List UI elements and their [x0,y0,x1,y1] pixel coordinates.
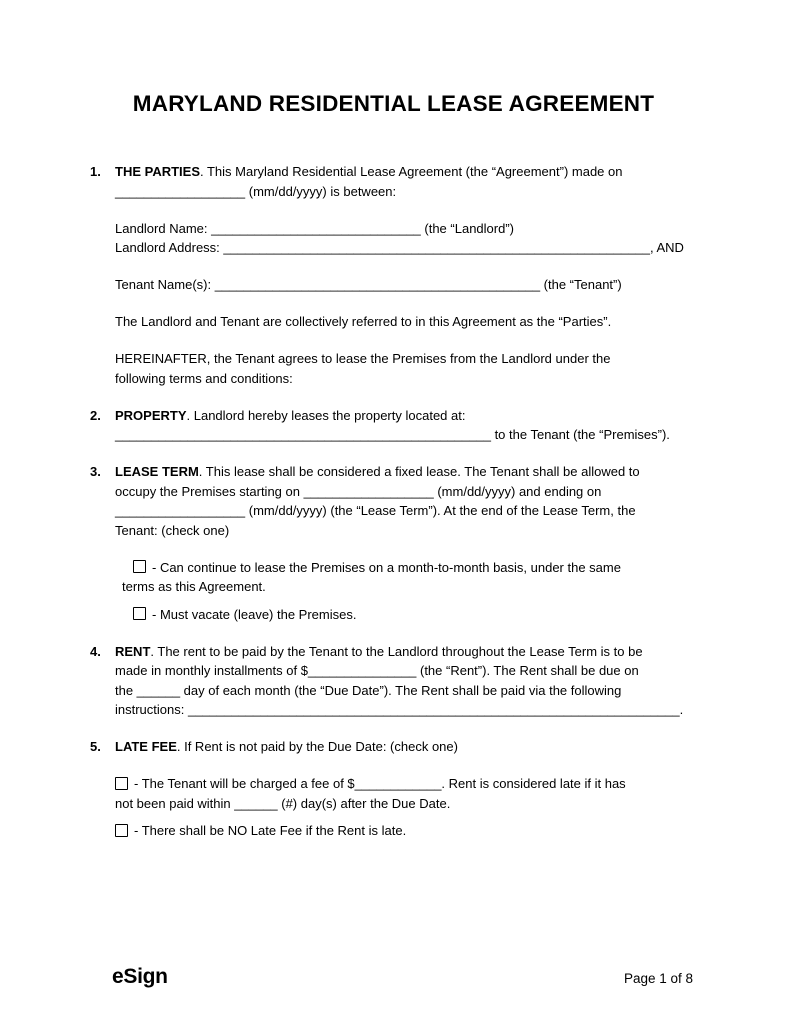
lease-term-line4: Tenant: (check one) [115,522,230,538]
hereinafter-line1: HEREINAFTER, the Tenant agrees to lease the Premises from the Landlord under the [115,351,611,366]
parties-definition-line: The Landlord and Tenant are collectively referred to in this Agreement as the “Parties”. [115,314,612,329]
option-text: - Can continue to lease the Premises on a month-to-month basis, under the same [152,559,621,575]
tenant-name-line: Tenant Name(s): _____________________________________________ (the “Tenant”) [115,277,622,292]
no-late-fee-checkbox[interactable] [115,824,128,837]
esign-logo: eSign [112,965,168,988]
late-fee-option-charged [115,774,695,813]
lease-term-line2: occupy the Premises starting on __________________ (mm/dd/yyyy) and ending on [115,483,602,499]
section-heading: PROPERTY [115,407,187,423]
section-heading-rest: . Landlord hereby leases the property located at: [186,407,466,423]
section-number: 2. [90,407,101,423]
rent-line1 [115,642,695,662]
section-property [90,406,695,445]
lease-term-line1 [115,462,695,482]
rent-line4: instructions: ____________________________________________________________________. [115,702,684,717]
section-number: 4. [90,643,101,659]
parties-intro-line1 [115,162,695,182]
parties-intro-line2: __________________ (mm/dd/yyyy) is between: [115,183,397,199]
section-the-parties [90,162,695,388]
lease-term-option-continue [122,558,695,597]
section-heading: LATE FEE [115,739,177,754]
option-text: - There shall be NO Late Fee if the Rent is late. [134,823,407,838]
section-heading: LEASE TERM [115,464,199,479]
section-number: 1. [90,164,101,179]
page-footer [112,966,693,988]
document-title: MARYLAND RESIDENTIAL LEASE AGREEMENT [132,91,655,116]
property-line1 [115,406,695,426]
section-number: 3. [90,464,101,479]
rent-line3: the ______ day of each month (the “Due Date”). The Rent shall be paid via the following [115,682,622,698]
page-indicator: Page 1 of 8 [623,971,693,986]
must-vacate-checkbox[interactable] [133,607,146,620]
section-heading: THE PARTIES [115,164,200,179]
late-fee-option-none [115,821,695,841]
section-number: 5. [90,739,101,754]
hereinafter-line2: following terms and conditions: [115,370,293,386]
section-rent [90,642,695,720]
option-text: - The Tenant will be charged a fee of $____________. Rent is considered late if it has [134,776,626,791]
section-heading-rest: . This lease shall be considered a fixed lease. The Tenant shall be allowed to [198,464,640,479]
section-heading-rest: . The rent to be paid by the Tenant to the Landlord throughout the Lease Term is to be [150,643,643,659]
month-to-month-checkbox[interactable] [133,560,146,573]
option-text-continuation: terms as this Agreement. [122,579,266,594]
property-line2: ____________________________________________________ to the Tenant (the “Premises”). [115,427,670,442]
lease-term-line3: __________________ (mm/dd/yyyy) (the “Lease Term”). At the end of the Lease Term, the [115,503,636,518]
option-text: - Must vacate (leave) the Premises. [152,606,357,622]
option-text-continuation: not been paid within ______ (#) day(s) after the Due Date. [115,795,451,811]
section-late-fee [90,737,695,841]
section-heading: RENT [115,643,151,659]
section-heading-rest: . If Rent is not paid by the Due Date: (check one) [176,739,458,754]
landlord-address-line: Landlord Address: ___________________________________________________________, AND [115,240,684,255]
section-lease-term [90,462,695,624]
document-body [90,162,695,841]
late-fee-checkbox[interactable] [115,777,128,790]
landlord-name-line: Landlord Name: _____________________________ (the “Landlord”) [115,220,514,236]
late-fee-line1 [115,737,695,757]
lease-term-option-vacate [122,605,695,625]
section-heading-rest: . This Maryland Residential Lease Agreement (the “Agreement”) made on [200,164,623,179]
rent-line2: made in monthly installments of $_______________ (the “Rent”). The Rent shall be due on [115,663,639,678]
